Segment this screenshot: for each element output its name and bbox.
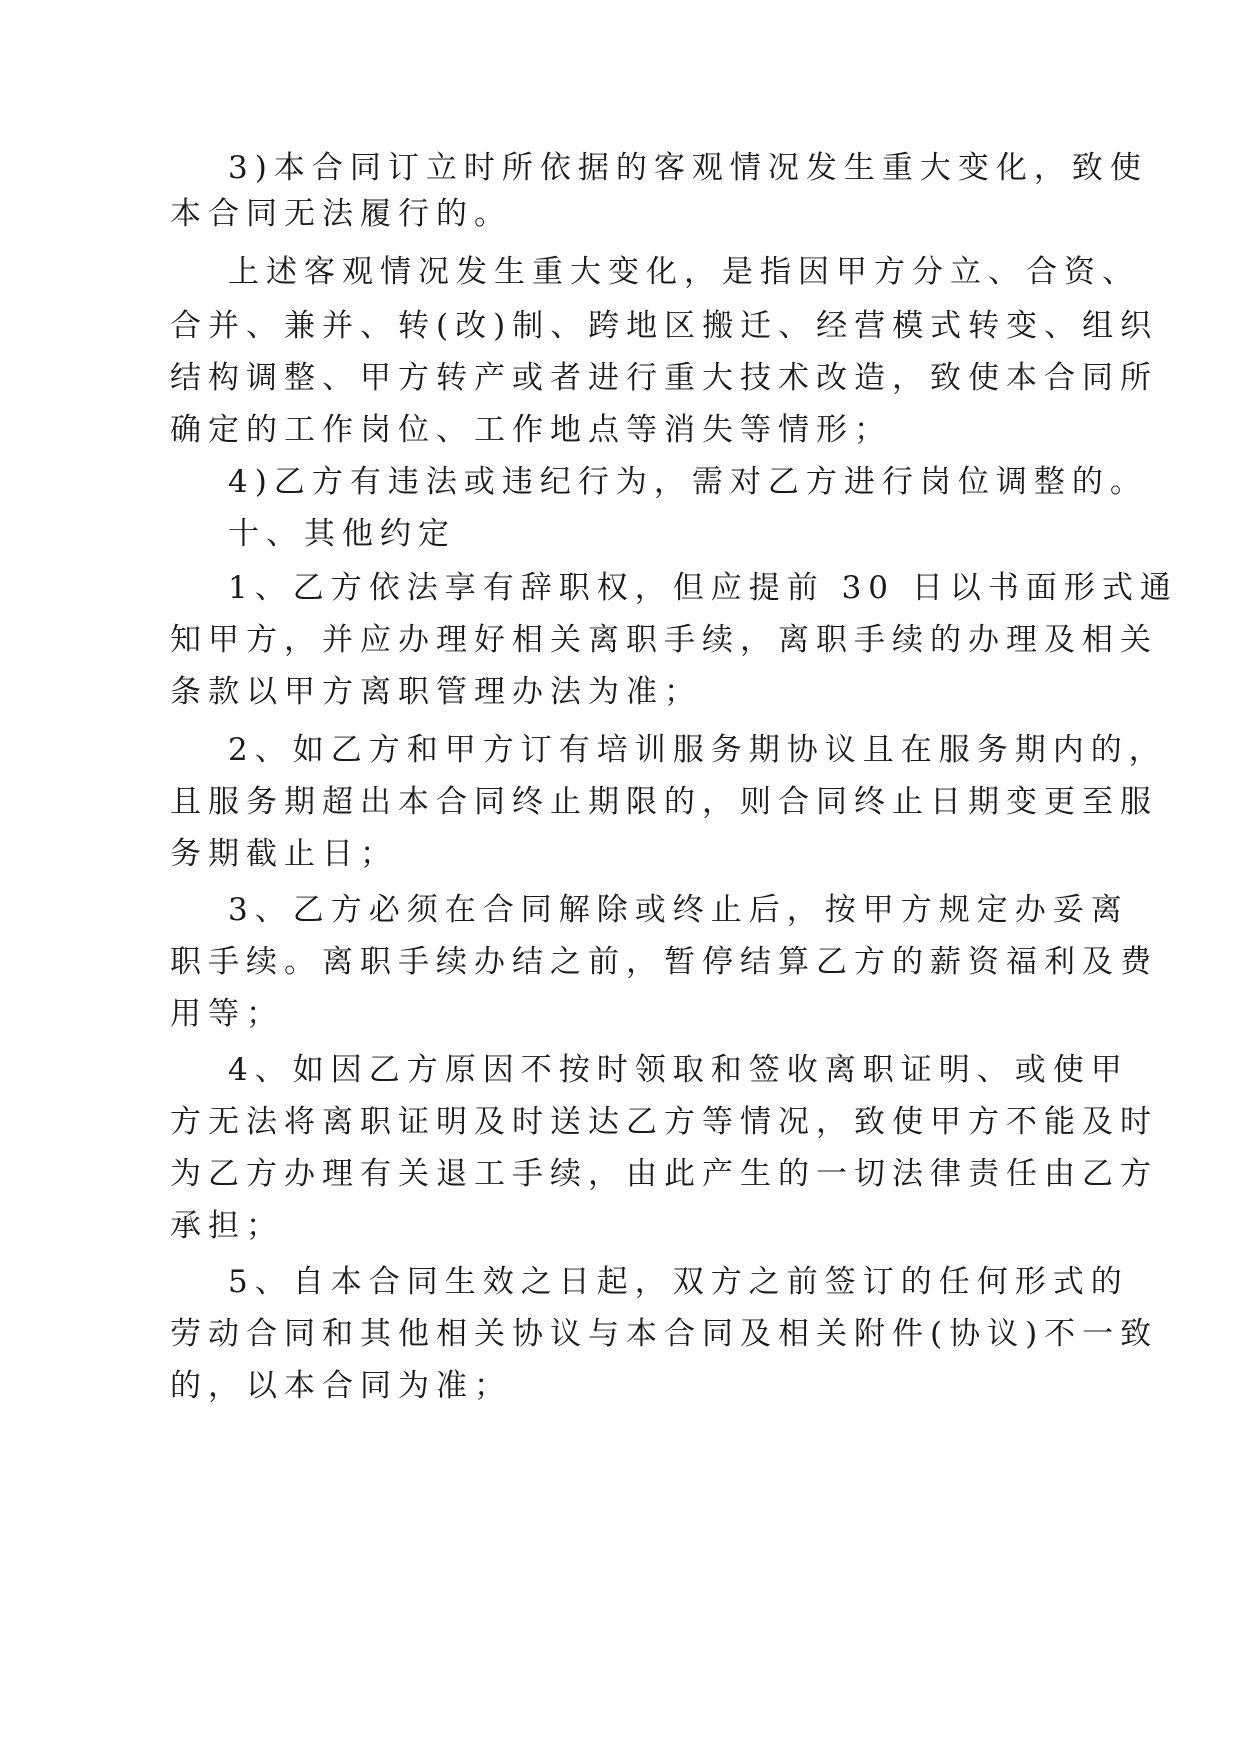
text-line: 为乙方办理有关退工手续，由此产生的一切法律责任由乙方	[170, 1156, 1158, 1192]
section-heading: 十、其他约定	[228, 516, 456, 552]
text-line: 合并、兼并、转(改)制、跨地区搬迁、经营模式转变、组织	[170, 308, 1159, 344]
text-line: 条款以甲方离职管理办法为准；	[170, 674, 702, 710]
text-line: 5、自本合同生效之日起，双方之前签订的任何形式的	[228, 1264, 1129, 1300]
text-line: 且服务期超出本合同终止期限的，则合同终止日期变更至服	[170, 784, 1158, 820]
text-line: 职手续。离职手续办结之前，暂停结算乙方的薪资福利及费	[170, 944, 1158, 980]
text-line: 4)乙方有违法或违纪行为，需对乙方进行岗位调整的。	[228, 464, 1148, 500]
text-line: 3、乙方必须在合同解除或终止后，按甲方规定办妥离	[228, 892, 1129, 928]
text-line: 知甲方，并应办理好相关离职手续，离职手续的办理及相关	[170, 622, 1158, 658]
text-line: 上述客观情况发生重大变化，是指因甲方分立、合资、	[228, 254, 1140, 290]
text-line: 确定的工作岗位、工作地点等消失等情形；	[170, 412, 892, 448]
text-line: 方无法将离职证明及时送达乙方等情况，致使甲方不能及时	[170, 1104, 1158, 1140]
text-line: 3)本合同订立时所依据的客观情况发生重大变化，致使	[228, 150, 1148, 186]
text-line: 2、如乙方和甲方订有培训服务期协议且在服务期内的，	[228, 732, 1167, 768]
text-line: 的，以本合同为准；	[170, 1368, 512, 1404]
text-line: 4、如因乙方原因不按时领取和签收离职证明、或使甲	[228, 1052, 1129, 1088]
text-line: 本合同无法履行的。	[170, 196, 512, 232]
text-line: 承担；	[170, 1208, 284, 1244]
text-line: 务期截止日；	[170, 836, 398, 872]
text-line: 结构调整、甲方转产或者进行重大技术改造，致使本合同所	[170, 360, 1158, 396]
text-line: 1、乙方依法享有辞职权，但应提前 30 日以书面形式通	[228, 570, 1178, 606]
text-line: 用等；	[170, 996, 284, 1032]
text-line: 劳动合同和其他相关协议与本合同及相关附件(协议)不一致	[170, 1316, 1159, 1352]
